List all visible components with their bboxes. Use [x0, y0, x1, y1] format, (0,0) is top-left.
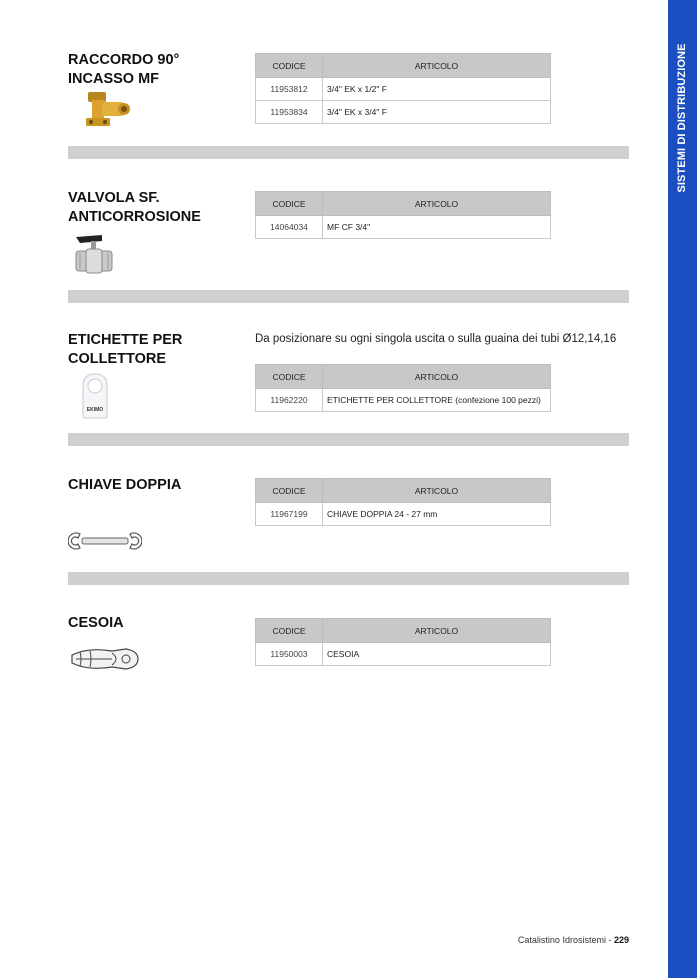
section-divider	[68, 146, 629, 159]
section-title-etichette: ETICHETTE PER COLLETTORE	[68, 332, 183, 367]
collector-label-image	[80, 372, 110, 420]
table-row: 11953834 3/4" EK x 3/4" F	[256, 101, 551, 124]
page-number: 229	[613, 935, 629, 945]
side-tab-label: SISTEMI DI DISTRIBUZIONE	[676, 43, 688, 193]
label-brand-text: EKIMO	[86, 407, 104, 413]
section-divider	[68, 290, 629, 303]
product-table-valvola: CODICE ARTICOLO 14064034 MF CF 3/4"	[255, 191, 551, 239]
double-wrench-image	[68, 531, 142, 551]
side-tab	[668, 0, 697, 978]
table-row: 11953812 3/4" EK x 1/2" F	[256, 78, 551, 101]
section-title-raccordo: RACCORDO 90° INCASSO MF	[68, 52, 180, 87]
table-row: 11962220 ETICHETTE PER COLLETTORE (confezione 100 pezzi)	[256, 389, 551, 412]
table-row: 14064034 MF CF 3/4"	[256, 216, 551, 239]
table-row: 11950003 CESOIA	[256, 643, 551, 666]
product-table-etichette: CODICE ARTICOLO 11962220 ETICHETTE PER COLLETTORE (confezione 100 pezzi)	[255, 364, 551, 412]
table-row: 11967199 CHIAVE DOPPIA 24 - 27 mm	[256, 503, 551, 526]
page-footer	[518, 935, 629, 945]
section-divider	[68, 433, 629, 446]
section-divider	[68, 572, 629, 585]
elbow-fitting-image	[82, 88, 132, 134]
catalog-name: Catalistino Idrosistemi -	[517, 935, 612, 945]
product-table-cesoia: CODICE ARTICOLO 11950003 CESOIA	[255, 618, 551, 666]
pipe-cutter-image	[68, 643, 142, 675]
section-title-valvola: VALVOLA SF. ANTICORROSIONE	[68, 190, 201, 225]
product-table-chiave: CODICE ARTICOLO 11967199 CHIAVE DOPPIA 24 - 27 mm	[255, 478, 551, 526]
section-title-chiave: CHIAVE DOPPIA	[68, 477, 182, 493]
section-title-cesoia: CESOIA	[68, 615, 124, 631]
usage-note: Da posizionare su ogni singola uscita o sulla guaina dei tubi Ø12,14,16	[255, 333, 617, 345]
ball-valve-image	[72, 233, 116, 275]
product-table-raccordo: CODICE ARTICOLO 11953812 3/4" EK x 1/2" F 11953834 3/4" EK x 3/4" F	[255, 53, 551, 124]
